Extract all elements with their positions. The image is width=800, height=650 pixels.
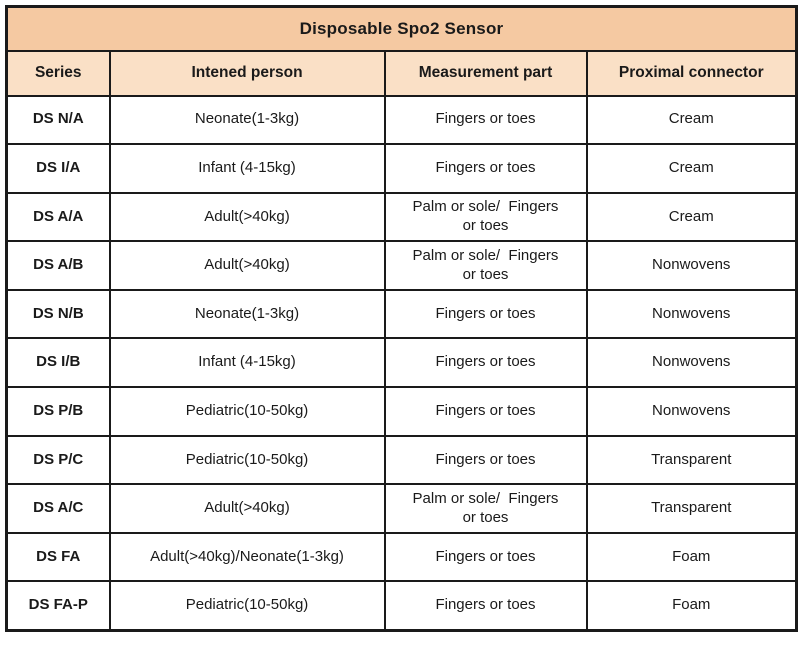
cell-connector: Transparent — [587, 436, 797, 485]
table-row — [7, 484, 797, 533]
column-header-series: Series — [7, 51, 110, 96]
cell-series: DS N/B — [7, 290, 110, 339]
cell-person: Pediatric(10-50kg) — [110, 387, 385, 436]
column-header-measurement-part: Measurement part — [385, 51, 587, 96]
cell-series: DS P/B — [7, 387, 110, 436]
table-row — [7, 436, 797, 485]
cell-person: Neonate(1-3kg) — [110, 96, 385, 145]
table-row — [7, 290, 797, 339]
cell-person: Pediatric(10-50kg) — [110, 436, 385, 485]
cell-series: DS A/C — [7, 484, 110, 533]
cell-person: Infant (4-15kg) — [110, 338, 385, 387]
cell-part: Palm or sole/ Fingers or toes — [385, 241, 587, 290]
cell-series: DS P/C — [7, 436, 110, 485]
cell-part: Palm or sole/ Fingers or toes — [385, 484, 587, 533]
cell-part: Fingers or toes — [385, 436, 587, 485]
cell-connector: Nonwovens — [587, 241, 797, 290]
table-title: Disposable Spo2 Sensor — [7, 7, 797, 51]
cell-connector: Nonwovens — [587, 290, 797, 339]
cell-series: DS I/B — [7, 338, 110, 387]
table-row — [7, 338, 797, 387]
cell-part: Fingers or toes — [385, 96, 587, 145]
cell-part: Fingers or toes — [385, 290, 587, 339]
cell-connector: Nonwovens — [587, 387, 797, 436]
table-title-row — [7, 7, 797, 51]
cell-series: DS A/A — [7, 193, 110, 242]
cell-series: DS FA — [7, 533, 110, 582]
cell-series: DS A/B — [7, 241, 110, 290]
column-header-intened-person: Intened person — [110, 51, 385, 96]
table-row — [7, 193, 797, 242]
cell-part: Fingers or toes — [385, 581, 587, 630]
table-row — [7, 241, 797, 290]
cell-connector: Transparent — [587, 484, 797, 533]
cell-connector: Cream — [587, 144, 797, 193]
column-header-proximal-connector: Proximal connector — [587, 51, 797, 96]
cell-part: Fingers or toes — [385, 338, 587, 387]
cell-connector: Foam — [587, 533, 797, 582]
cell-series: DS N/A — [7, 96, 110, 145]
cell-part: Palm or sole/ Fingers or toes — [385, 193, 587, 242]
table-row — [7, 581, 797, 630]
cell-part: Fingers or toes — [385, 387, 587, 436]
table-row — [7, 144, 797, 193]
table-row — [7, 96, 797, 145]
cell-person: Pediatric(10-50kg) — [110, 581, 385, 630]
cell-person: Infant (4-15kg) — [110, 144, 385, 193]
cell-series: DS FA-P — [7, 581, 110, 630]
cell-person: Adult(>40kg) — [110, 193, 385, 242]
cell-connector: Cream — [587, 96, 797, 145]
cell-connector: Foam — [587, 581, 797, 630]
cell-person: Adult(>40kg) — [110, 241, 385, 290]
table-row — [7, 533, 797, 582]
cell-person: Adult(>40kg)/Neonate(1-3kg) — [110, 533, 385, 582]
cell-part: Fingers or toes — [385, 144, 587, 193]
cell-person: Adult(>40kg) — [110, 484, 385, 533]
spo2-sensor-table — [5, 5, 798, 632]
cell-part: Fingers or toes — [385, 533, 587, 582]
cell-series: DS I/A — [7, 144, 110, 193]
table-row — [7, 387, 797, 436]
table-header-row — [7, 51, 797, 96]
cell-connector: Cream — [587, 193, 797, 242]
cell-connector: Nonwovens — [587, 338, 797, 387]
cell-person: Neonate(1-3kg) — [110, 290, 385, 339]
